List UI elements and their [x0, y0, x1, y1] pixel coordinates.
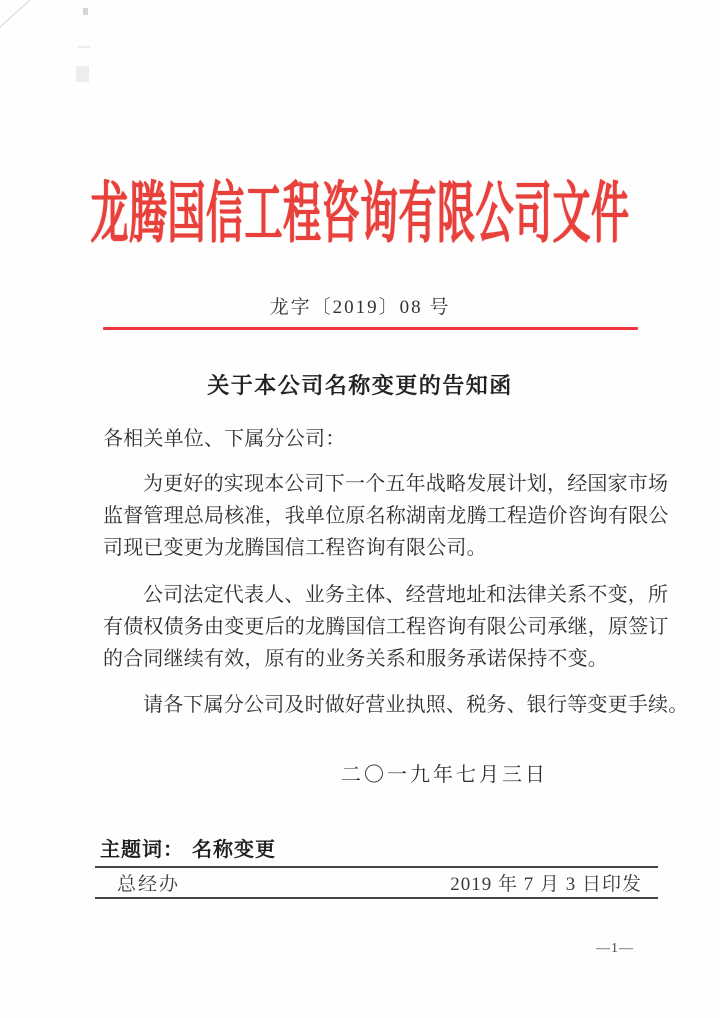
- imprint-print-date: 2019 年 7 月 3 日印发: [450, 874, 642, 895]
- body-line: 监督管理总局核准，我单位原名称湖南龙腾工程造价咨询有限公: [103, 505, 669, 527]
- document-number: 龙字〔2019〕08 号: [269, 297, 451, 318]
- keywords-value: 名称变更: [192, 839, 276, 861]
- salutation: 各相关单位、下属分公司：: [103, 428, 346, 450]
- page-number: —1—: [596, 941, 634, 956]
- paragraph: [103, 579, 669, 675]
- paragraph: [103, 468, 669, 564]
- body-line: 司现已变更为龙腾国信工程咨询有限公司。: [103, 537, 487, 559]
- imprint-issuer: 总经办: [117, 874, 181, 895]
- body-line: 为更好的实现本公司下一个五年战略发展计划，经国家市场: [143, 473, 669, 495]
- scan-fold-mark: [0, 0, 54, 31]
- body-line: 的合同继续有效，原有的业务关系和服务承诺保持不变。: [103, 648, 608, 670]
- keywords-label: 主题词：: [100, 839, 184, 861]
- scan-speck: [83, 8, 88, 15]
- scan-speck: [78, 46, 90, 48]
- red-divider-rule: [103, 327, 638, 330]
- paragraph: [103, 689, 689, 721]
- body-line: 请各下属分公司及时做好营业执照、税务、银行等变更手续。: [143, 694, 689, 716]
- imprint-rule-bottom: [95, 897, 658, 899]
- body-line: 有债权债务由变更后的龙腾国信工程咨询有限公司承继，原签订: [103, 616, 669, 638]
- letterhead-title: [0, 180, 720, 250]
- letterhead-title-text: 龙腾国信工程咨询有限公司文件: [90, 178, 630, 252]
- keywords-line: [100, 833, 276, 862]
- signature-date: 二〇一九年七月三日: [341, 764, 548, 786]
- document-subject-title: 关于本公司名称变更的告知函: [207, 373, 513, 398]
- imprint-row: [95, 868, 658, 897]
- document-body: [103, 423, 689, 791]
- scan-speck: [76, 66, 89, 82]
- body-line: 公司法定代表人、业务主体、经营地址和法律关系不变，所: [143, 584, 669, 606]
